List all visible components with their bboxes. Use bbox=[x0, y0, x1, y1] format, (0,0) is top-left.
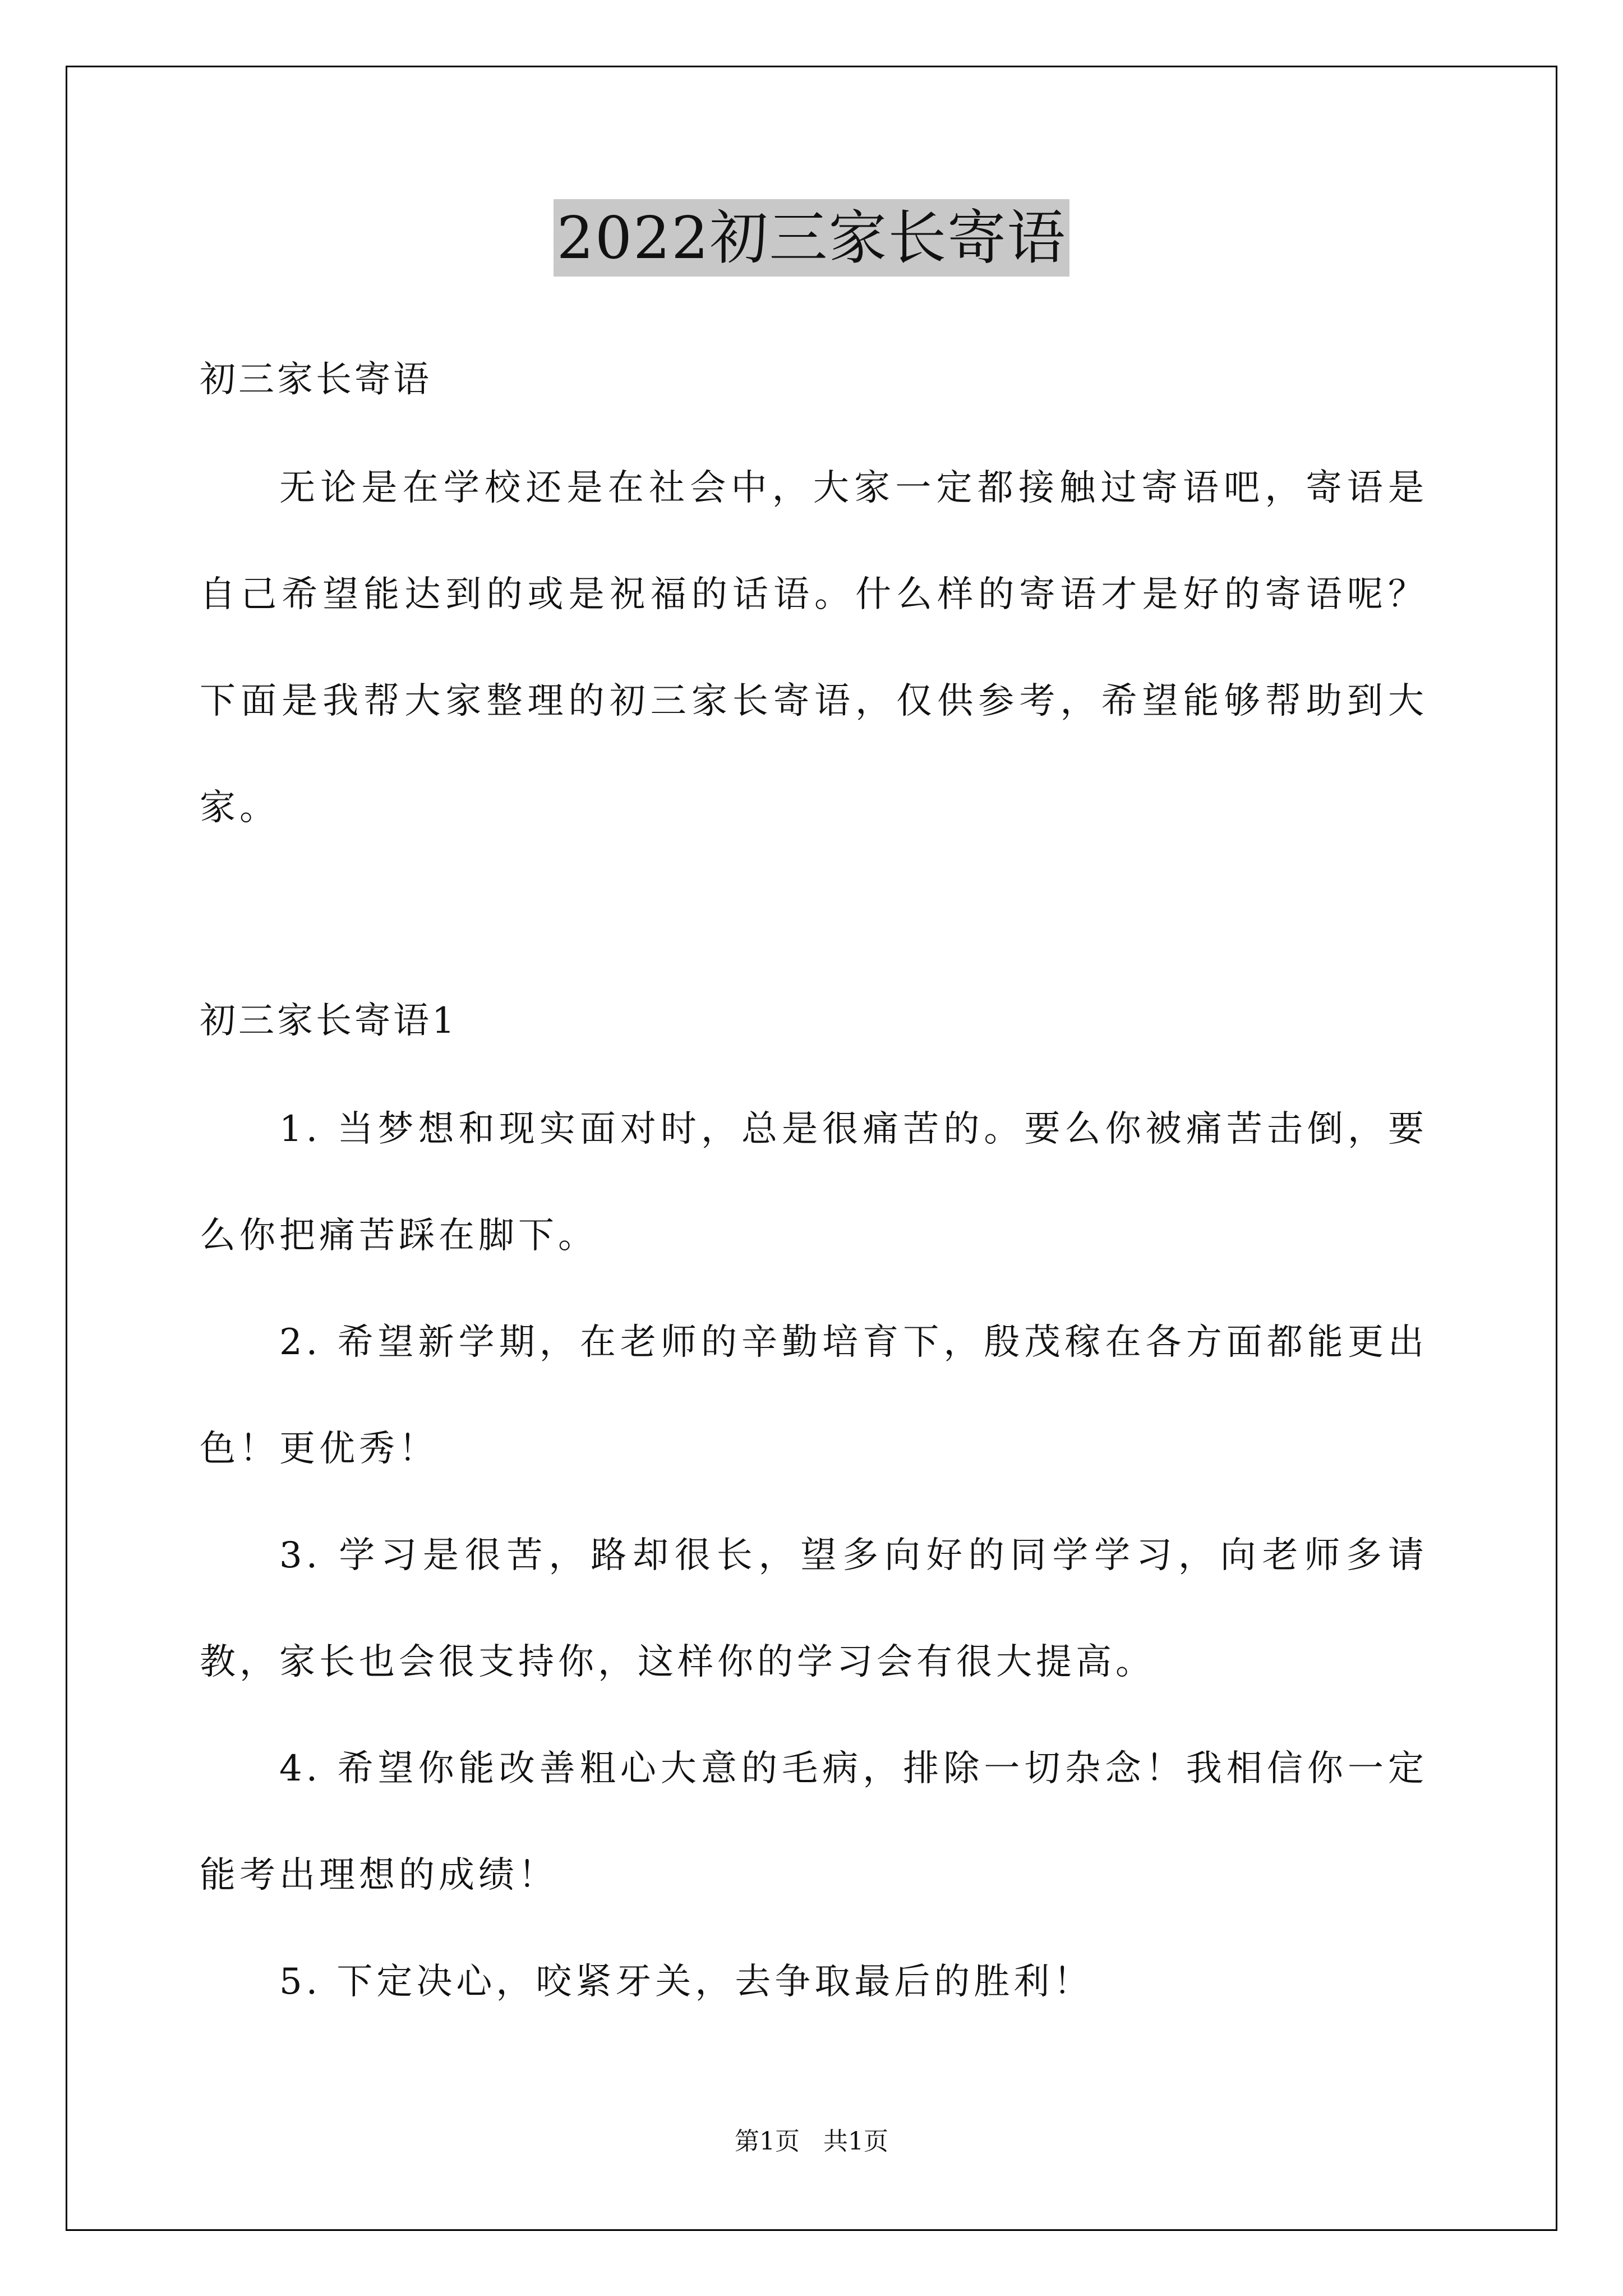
section-heading: 初三家长寄语1 bbox=[200, 1000, 458, 1042]
title-block bbox=[0, 199, 1623, 277]
document-title: 2022初三家长寄语 bbox=[554, 199, 1070, 277]
list-item: 2. 希望新学期，在老师的辛勤培育下，殷茂稼在各方面都能更出色！更优秀！ bbox=[200, 1322, 1428, 1470]
page-footer bbox=[0, 2125, 1623, 2159]
page-number: 第1页 bbox=[735, 2127, 800, 2156]
subtitle: 初三家长寄语 bbox=[200, 359, 432, 401]
list-item: 1. 当梦想和现实面对时，总是很痛苦的。要么你被痛苦击倒，要么你把痛苦踩在脚下。 bbox=[200, 1108, 1428, 1257]
list-item: 4. 希望你能改善粗心大意的毛病，排除一切杂念！我相信你一定能考出理想的成绩！ bbox=[200, 1748, 1428, 1896]
page-total: 共1页 bbox=[823, 2127, 888, 2156]
list-item: 5. 下定决心，咬紧牙关，去争取最后的胜利！ bbox=[279, 1961, 1094, 2003]
intro-paragraph: 无论是在学校还是在社会中，大家一定都接触过寄语吧，寄语是自己希望能达到的或是祝福的话语。什么样的寄语才是好的寄语呢？下面是我帮大家整理的初三家长寄语，仅供参考，希望能够帮助到大家。 bbox=[200, 467, 1428, 829]
list-item: 3. 学习是很苦，路却很长，望多向好的同学学习，向老师多请教，家长也会很支持你，这样你的学习会有很大提高。 bbox=[200, 1535, 1428, 1683]
